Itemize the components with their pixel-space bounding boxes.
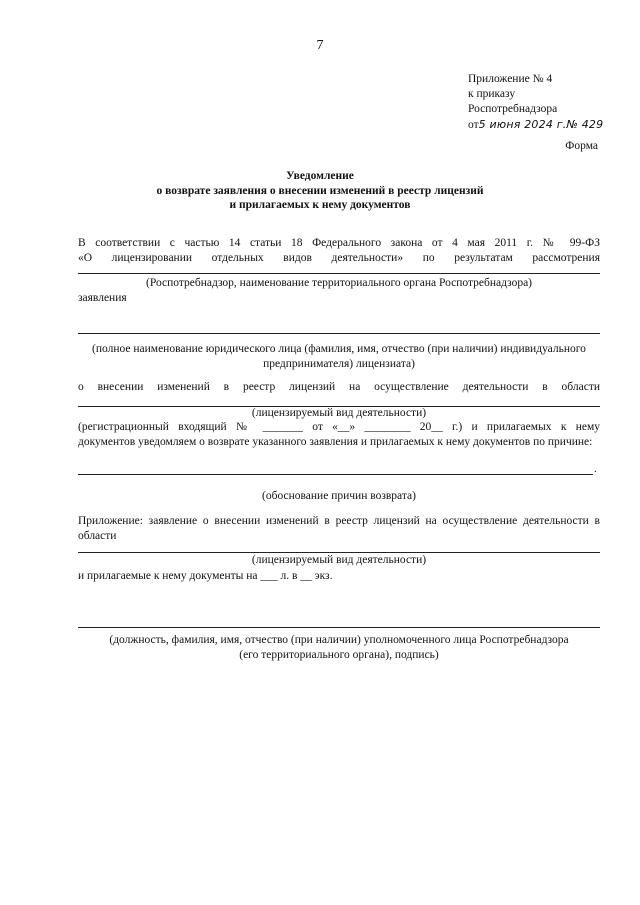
document-title [0,169,640,213]
page-number: 7 [316,38,324,53]
caption-reason: (обоснование причин возврата) [262,490,416,502]
appendix-number: Приложение № 4 [468,73,553,85]
appendix-authority: Роспотребнадзора [468,103,558,115]
intro-line-2: «О лицензировании отдельных видов деятельности» по результатам рассмотрения [78,252,600,264]
authority-fill-line [78,273,600,274]
intro-line-1: В соответствии с частью 14 статьи 18 Федерального закона от 4 мая 2011 г. № 99-ФЗ [78,237,600,249]
registration-line-1: (регистрационный входящий № _______ от «__» ________ 20__ г.) и прилагаемых к нему [78,421,600,433]
caption-signature-line-2: (его территориального органа), подпись) [239,649,439,661]
attachment-docs: и прилагаемые к нему документы на ___ л. в __ экз. [78,570,333,582]
caption-licensee-line-2: предпринимателя) лицензиата) [263,358,415,370]
reason-fill-line [78,474,593,475]
caption-signature-line-1: (должность, фамилия, имя, отчество (при наличии) уполномоченного лица Роспотребнадзора [109,634,569,646]
signature-fill-line [78,627,600,628]
caption-activity: (лицензируемый вид деятельности) [251,407,427,419]
licensee-fill-line [78,333,600,334]
word-application: заявления [78,292,127,304]
title-line-3: и прилагаемых к нему документов [229,199,411,211]
caption-licensee [78,342,600,372]
title-line-2: о возврате заявления о внесении изменений в реестр лицензий [156,184,484,197]
appendix-date-prefix: от [468,119,479,131]
caption-authority: (Роспотребнадзор, наименование территориального органа Роспотребнадзора) [146,277,532,289]
caption-activity-2: (лицензируемый вид деятельности) [251,554,427,566]
attachment-line-1: Приложение: заявление о внесении изменений в реестр лицензий на осуществление деятельности в [78,515,600,527]
handwritten-date-number: 5 июня 2024 г.№ 429 [478,118,604,131]
appendix-date [468,117,603,133]
registration-line-2: документов уведомляем о возврате указанного заявления и прилагаемых к нему документов по причине: [78,436,593,448]
changes-line: о внесении изменений в реестр лицензий на осуществление деятельности в области [78,381,600,393]
appendix-order-ref: к приказу [468,88,516,100]
attachment-line-2: области [78,530,117,542]
title-line-1: Уведомление [286,170,354,182]
appendix-header [468,72,603,133]
form-label: Форма [565,140,598,152]
caption-licensee-line-1: (полное наименование юридического лица (фамилия, имя, отчество (при наличии) индивидуального [92,343,586,355]
caption-signature [78,633,600,663]
intro-paragraph [78,236,600,266]
registration-paragraph [78,420,600,450]
attachment-paragraph [78,514,600,544]
reason-period: . [594,463,597,475]
